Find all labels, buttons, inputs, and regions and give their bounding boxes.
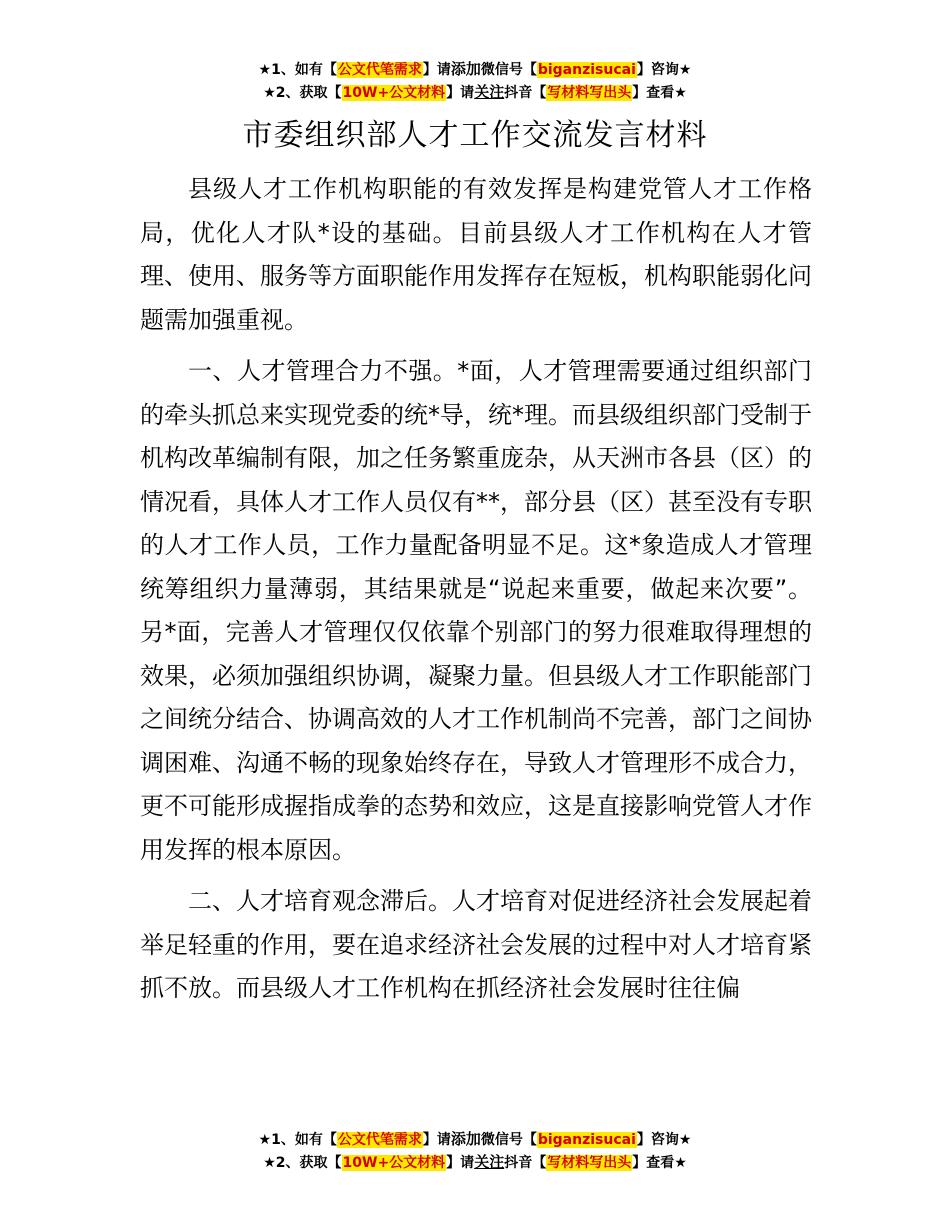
ad-emphasis: 添加 — [450, 1130, 481, 1148]
ad-text: 抖音【 — [504, 85, 547, 101]
ad-text: 】查看★ — [632, 1155, 687, 1171]
paragraph-intro: 县级人才工作机构职能的有效发挥是构建党管人才工作格局，优化人才队*设的基础。目前县级人才工作机构在人才管理、使用、服务等方面职能作用发挥存在短板，机构职能弱化问题需加强重视。 — [140, 175, 812, 334]
footer-ad-banner — [0, 1128, 950, 1174]
header-ad-banner — [0, 58, 950, 104]
ad-text: 】请 — [422, 62, 451, 78]
ad-text: 1、如有【 — [271, 62, 337, 78]
ad-text: 1、如有【 — [271, 1132, 337, 1148]
ad-line-1 — [0, 1128, 950, 1151]
ad-highlight-wechat-id: biganzisucai — [537, 1132, 636, 1148]
star-icon: ★ — [258, 1132, 272, 1148]
ad-highlight-materials: 10W+公文材料 — [342, 1155, 446, 1171]
ad-text: 】请 — [446, 85, 475, 101]
paragraph-section-2: 二、人才培育观念滞后。人才培育对促进经济社会发展起着举足轻重的作用，要在追求经济社会发展的过程中对人才培育紧抓不放。而县级人才工作机构在抓经济社会发展时往往偏 — [140, 887, 812, 1002]
ad-emphasis: 添加 — [450, 60, 481, 78]
ad-emphasis: 关注 — [474, 1153, 505, 1171]
ad-highlight-douyin: 写材料写出头 — [547, 85, 632, 101]
ad-text: 】请 — [446, 1155, 475, 1171]
ad-text: 】请 — [422, 1132, 451, 1148]
ad-highlight-wechat-id: biganzisucai — [537, 62, 636, 78]
ad-highlight-materials: 10W+公文材料 — [342, 85, 446, 101]
star-icon: ★ — [263, 1155, 276, 1171]
ad-text: 】咨询★ — [636, 62, 692, 78]
star-icon: ★ — [263, 85, 276, 101]
star-icon: ★ — [258, 62, 272, 78]
ad-text: 抖音【 — [504, 1155, 547, 1171]
ad-text: 2、获取【 — [275, 1155, 342, 1171]
ad-highlight-service: 公文代笔需求 — [337, 62, 422, 78]
ad-emphasis: 关注 — [474, 83, 505, 101]
ad-text: 微信号【 — [480, 62, 537, 78]
ad-text: 微信号【 — [480, 1132, 537, 1148]
document-title: 市委组织部人才工作交流发言材料 — [242, 118, 708, 153]
ad-highlight-douyin: 写材料写出头 — [547, 1155, 632, 1171]
ad-text: 】咨询★ — [636, 1132, 692, 1148]
ad-line-2 — [0, 81, 950, 104]
document-body — [140, 168, 812, 1019]
ad-line-1 — [0, 58, 950, 81]
ad-text: 】查看★ — [632, 85, 687, 101]
ad-line-2 — [0, 1151, 950, 1174]
paragraph-section-1: 一、人才管理合力不强。*面，人才管理需要通过组织部门的牵头抓总来实现党委的统*导，统*理。而县级组织部门受制于机构改革编制有限，加之任务繁重庞杂，从天洲市各县（区）的情况看，具体人才工作人员仅有**，部分县（区）甚至没有专职的人才工作人员，工作力量配备明显不足。这*象造成人才管理统筹组织力量薄弱，其结果就是“说起来重要，做起来次要”。另*面，完善人才管理仅仅依靠个别部门的努力很难取得理想的效果，必须加强组织协调，凝聚力量。但县级人才工作职能部门之间统分结合、协调高效的人才工作机制尚不完善，部门之间协调困难、沟通不畅的现象始终存在，导致人才管理形不成合力，更不可能形成握指成拳的态势和效应，这是直接影响党管人才作用发挥的根本原因。 — [140, 357, 812, 864]
ad-highlight-service: 公文代笔需求 — [337, 1132, 422, 1148]
ad-text: 2、获取【 — [275, 85, 342, 101]
